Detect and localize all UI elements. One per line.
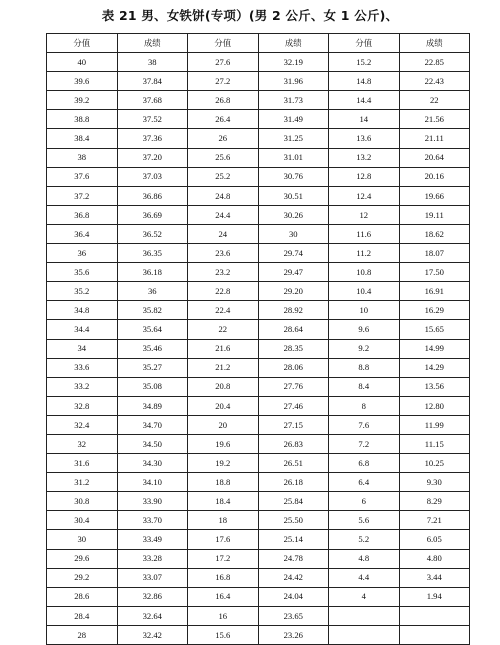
score-cell: 21.2 xyxy=(188,358,259,377)
table-row xyxy=(47,148,470,167)
score-cell: 35.6 xyxy=(47,263,118,282)
result-cell: 33.70 xyxy=(117,511,188,530)
column-header-score: 分值 xyxy=(329,34,400,53)
result-cell: 20.16 xyxy=(399,167,470,186)
score-cell: 28.6 xyxy=(47,587,118,606)
result-cell: 11.99 xyxy=(399,415,470,434)
table-row xyxy=(47,568,470,587)
result-cell: 35.08 xyxy=(117,377,188,396)
result-cell: 28.06 xyxy=(258,358,329,377)
score-cell: 6.4 xyxy=(329,473,400,492)
score-cell: 4.4 xyxy=(329,568,400,587)
result-cell: 10.25 xyxy=(399,454,470,473)
score-cell: 6 xyxy=(329,492,400,511)
score-cell: 26.4 xyxy=(188,110,259,129)
score-cell: 38.4 xyxy=(47,129,118,148)
score-cell: 27.6 xyxy=(188,53,259,72)
score-cell: 12.8 xyxy=(329,167,400,186)
score-cell: 37.6 xyxy=(47,167,118,186)
score-cell: 22 xyxy=(188,320,259,339)
column-header-result: 成绩 xyxy=(117,34,188,53)
table-row xyxy=(47,473,470,492)
table-row xyxy=(47,358,470,377)
result-cell: 19.66 xyxy=(399,186,470,205)
result-cell: 11.15 xyxy=(399,434,470,453)
result-cell: 31.01 xyxy=(258,148,329,167)
score-cell: 17.2 xyxy=(188,549,259,568)
score-cell: 12 xyxy=(329,205,400,224)
score-cell: 26 xyxy=(188,129,259,148)
score-cell: 9.2 xyxy=(329,339,400,358)
score-cell: 6.8 xyxy=(329,454,400,473)
result-cell: 37.03 xyxy=(117,167,188,186)
table-body xyxy=(47,53,470,645)
score-cell: 15.2 xyxy=(329,53,400,72)
score-cell: 5.6 xyxy=(329,511,400,530)
table-row xyxy=(47,244,470,263)
result-cell: 35.27 xyxy=(117,358,188,377)
table-row xyxy=(47,606,470,625)
score-cell: 31.6 xyxy=(47,454,118,473)
table-row xyxy=(47,625,470,644)
table-row xyxy=(47,339,470,358)
result-cell: 20.64 xyxy=(399,148,470,167)
result-cell: 24.42 xyxy=(258,568,329,587)
result-cell: 21.11 xyxy=(399,129,470,148)
score-cell: 18.4 xyxy=(188,492,259,511)
score-cell: 24.8 xyxy=(188,186,259,205)
table-row xyxy=(47,377,470,396)
score-cell: 8.4 xyxy=(329,377,400,396)
table-row xyxy=(47,282,470,301)
result-cell: 34.70 xyxy=(117,415,188,434)
score-cell: 9.6 xyxy=(329,320,400,339)
result-cell: 33.49 xyxy=(117,530,188,549)
result-cell: 32.86 xyxy=(117,587,188,606)
result-cell: 37.52 xyxy=(117,110,188,129)
score-cell: 22.4 xyxy=(188,301,259,320)
result-cell: 31.96 xyxy=(258,72,329,91)
score-cell: 16 xyxy=(188,606,259,625)
table-row xyxy=(47,530,470,549)
column-header-score: 分值 xyxy=(47,34,118,53)
result-cell: 16.29 xyxy=(399,301,470,320)
header-row xyxy=(47,34,470,53)
score-cell: 32 xyxy=(47,434,118,453)
score-cell: 20.8 xyxy=(188,377,259,396)
score-cell: 31.2 xyxy=(47,473,118,492)
score-cell: 11.2 xyxy=(329,244,400,263)
result-cell: 22.85 xyxy=(399,53,470,72)
result-cell: 36.52 xyxy=(117,224,188,243)
score-cell: 14.4 xyxy=(329,91,400,110)
score-cell: 34.8 xyxy=(47,301,118,320)
result-cell: 33.90 xyxy=(117,492,188,511)
score-cell: 14 xyxy=(329,110,400,129)
score-cell: 7.6 xyxy=(329,415,400,434)
column-header-result: 成绩 xyxy=(258,34,329,53)
score-cell: 33.6 xyxy=(47,358,118,377)
result-cell: 32.19 xyxy=(258,53,329,72)
result-cell: 6.05 xyxy=(399,530,470,549)
score-cell: 19.6 xyxy=(188,434,259,453)
score-cell: 7.2 xyxy=(329,434,400,453)
result-cell: 19.11 xyxy=(399,205,470,224)
result-cell: 17.50 xyxy=(399,263,470,282)
table-row xyxy=(47,434,470,453)
result-cell: 34.89 xyxy=(117,396,188,415)
result-cell: 37.36 xyxy=(117,129,188,148)
result-cell: 37.20 xyxy=(117,148,188,167)
result-cell: 8.29 xyxy=(399,492,470,511)
score-cell: 30.8 xyxy=(47,492,118,511)
score-cell: 16.8 xyxy=(188,568,259,587)
result-cell: 7.21 xyxy=(399,511,470,530)
score-cell: 28 xyxy=(47,625,118,644)
score-cell: 32.4 xyxy=(47,415,118,434)
table-row xyxy=(47,224,470,243)
table-row xyxy=(47,492,470,511)
score-cell: 4.8 xyxy=(329,549,400,568)
result-cell: 16.91 xyxy=(399,282,470,301)
result-cell: 32.64 xyxy=(117,606,188,625)
score-cell: 36.8 xyxy=(47,205,118,224)
score-cell: 5.2 xyxy=(329,530,400,549)
score-cell: 14.8 xyxy=(329,72,400,91)
result-cell: 30.26 xyxy=(258,205,329,224)
result-cell: 36.18 xyxy=(117,263,188,282)
result-cell: 21.56 xyxy=(399,110,470,129)
table-header xyxy=(47,34,470,53)
score-cell: 20.4 xyxy=(188,396,259,415)
score-cell: 13.2 xyxy=(329,148,400,167)
result-cell: 38 xyxy=(117,53,188,72)
score-cell: 8.8 xyxy=(329,358,400,377)
result-cell: 18.62 xyxy=(399,224,470,243)
result-cell: 29.20 xyxy=(258,282,329,301)
table-row xyxy=(47,91,470,110)
table-row xyxy=(47,511,470,530)
result-cell: 36.35 xyxy=(117,244,188,263)
result-cell: 27.76 xyxy=(258,377,329,396)
result-cell: 18.07 xyxy=(399,244,470,263)
score-cell: 18.8 xyxy=(188,473,259,492)
score-cell: 32.8 xyxy=(47,396,118,415)
result-cell: 25.14 xyxy=(258,530,329,549)
result-cell: 24.78 xyxy=(258,549,329,568)
score-cell: 38 xyxy=(47,148,118,167)
result-cell xyxy=(399,606,470,625)
table-row xyxy=(47,53,470,72)
score-cell: 36.4 xyxy=(47,224,118,243)
score-cell: 40 xyxy=(47,53,118,72)
score-cell: 8 xyxy=(329,396,400,415)
result-cell: 14.99 xyxy=(399,339,470,358)
table-row xyxy=(47,167,470,186)
result-cell: 28.92 xyxy=(258,301,329,320)
table-row xyxy=(47,587,470,606)
column-header-score: 分值 xyxy=(188,34,259,53)
table-row xyxy=(47,415,470,434)
score-cell: 23.2 xyxy=(188,263,259,282)
score-cell: 12.4 xyxy=(329,186,400,205)
score-cell: 26.8 xyxy=(188,91,259,110)
score-cell xyxy=(329,625,400,644)
score-cell: 28.4 xyxy=(47,606,118,625)
score-cell: 10 xyxy=(329,301,400,320)
score-cell: 27.2 xyxy=(188,72,259,91)
score-cell: 19.2 xyxy=(188,454,259,473)
result-cell: 37.68 xyxy=(117,91,188,110)
result-cell: 23.26 xyxy=(258,625,329,644)
table-row xyxy=(47,301,470,320)
result-cell: 35.82 xyxy=(117,301,188,320)
result-cell: 36.86 xyxy=(117,186,188,205)
table-row xyxy=(47,110,470,129)
score-cell: 16.4 xyxy=(188,587,259,606)
score-cell: 20 xyxy=(188,415,259,434)
result-cell: 25.50 xyxy=(258,511,329,530)
result-cell: 13.56 xyxy=(399,377,470,396)
score-cell: 4 xyxy=(329,587,400,606)
result-cell: 22.43 xyxy=(399,72,470,91)
result-cell: 9.30 xyxy=(399,473,470,492)
result-cell: 33.28 xyxy=(117,549,188,568)
table-title: 表 21 男、女铁饼(专项）(男 2 公斤、女 1 公斤)、 xyxy=(101,8,399,23)
score-cell: 11.6 xyxy=(329,224,400,243)
result-cell: 30.76 xyxy=(258,167,329,186)
result-cell: 36.69 xyxy=(117,205,188,224)
result-cell: 34.10 xyxy=(117,473,188,492)
score-cell: 13.6 xyxy=(329,129,400,148)
result-cell: 4.80 xyxy=(399,549,470,568)
table-row xyxy=(47,549,470,568)
score-cell: 37.2 xyxy=(47,186,118,205)
score-cell: 33.2 xyxy=(47,377,118,396)
score-cell xyxy=(329,606,400,625)
score-cell: 30.4 xyxy=(47,511,118,530)
score-cell: 21.6 xyxy=(188,339,259,358)
result-cell: 23.65 xyxy=(258,606,329,625)
result-cell: 3.44 xyxy=(399,568,470,587)
result-cell: 28.64 xyxy=(258,320,329,339)
result-cell: 15.65 xyxy=(399,320,470,339)
score-cell: 38.8 xyxy=(47,110,118,129)
result-cell: 25.84 xyxy=(258,492,329,511)
score-cell: 30 xyxy=(47,530,118,549)
score-cell: 23.6 xyxy=(188,244,259,263)
result-cell: 28.35 xyxy=(258,339,329,358)
result-cell: 31.25 xyxy=(258,129,329,148)
result-cell: 29.74 xyxy=(258,244,329,263)
score-cell: 29.6 xyxy=(47,549,118,568)
result-cell: 31.73 xyxy=(258,91,329,110)
result-cell: 35.64 xyxy=(117,320,188,339)
score-cell: 39.6 xyxy=(47,72,118,91)
result-cell: 33.07 xyxy=(117,568,188,587)
table-row xyxy=(47,72,470,91)
table-row xyxy=(47,205,470,224)
result-cell: 26.51 xyxy=(258,454,329,473)
score-cell: 36 xyxy=(47,244,118,263)
result-cell: 37.84 xyxy=(117,72,188,91)
score-cell: 25.6 xyxy=(188,148,259,167)
result-cell: 30 xyxy=(258,224,329,243)
score-table xyxy=(46,33,470,645)
result-cell: 27.15 xyxy=(258,415,329,434)
table-row xyxy=(47,263,470,282)
table-row xyxy=(47,454,470,473)
table-row xyxy=(47,129,470,148)
table-row xyxy=(47,320,470,339)
score-cell: 10.4 xyxy=(329,282,400,301)
result-cell: 26.18 xyxy=(258,473,329,492)
table-row xyxy=(47,186,470,205)
result-cell: 22 xyxy=(399,91,470,110)
result-cell: 12.80 xyxy=(399,396,470,415)
result-cell: 36 xyxy=(117,282,188,301)
score-cell: 22.8 xyxy=(188,282,259,301)
result-cell: 26.83 xyxy=(258,434,329,453)
score-cell: 35.2 xyxy=(47,282,118,301)
score-cell: 34.4 xyxy=(47,320,118,339)
score-cell: 17.6 xyxy=(188,530,259,549)
result-cell xyxy=(399,625,470,644)
column-header-result: 成绩 xyxy=(399,34,470,53)
result-cell: 14.29 xyxy=(399,358,470,377)
score-cell: 15.6 xyxy=(188,625,259,644)
score-cell: 29.2 xyxy=(47,568,118,587)
result-cell: 34.50 xyxy=(117,434,188,453)
result-cell: 24.04 xyxy=(258,587,329,606)
table-row xyxy=(47,396,470,415)
score-cell: 25.2 xyxy=(188,167,259,186)
result-cell: 35.46 xyxy=(117,339,188,358)
result-cell: 27.46 xyxy=(258,396,329,415)
score-cell: 18 xyxy=(188,511,259,530)
result-cell: 29.47 xyxy=(258,263,329,282)
result-cell: 31.49 xyxy=(258,110,329,129)
result-cell: 34.30 xyxy=(117,454,188,473)
result-cell: 30.51 xyxy=(258,186,329,205)
result-cell: 1.94 xyxy=(399,587,470,606)
result-cell: 32.42 xyxy=(117,625,188,644)
score-cell: 24.4 xyxy=(188,205,259,224)
score-cell: 34 xyxy=(47,339,118,358)
score-cell: 39.2 xyxy=(47,91,118,110)
score-cell: 10.8 xyxy=(329,263,400,282)
score-cell: 24 xyxy=(188,224,259,243)
